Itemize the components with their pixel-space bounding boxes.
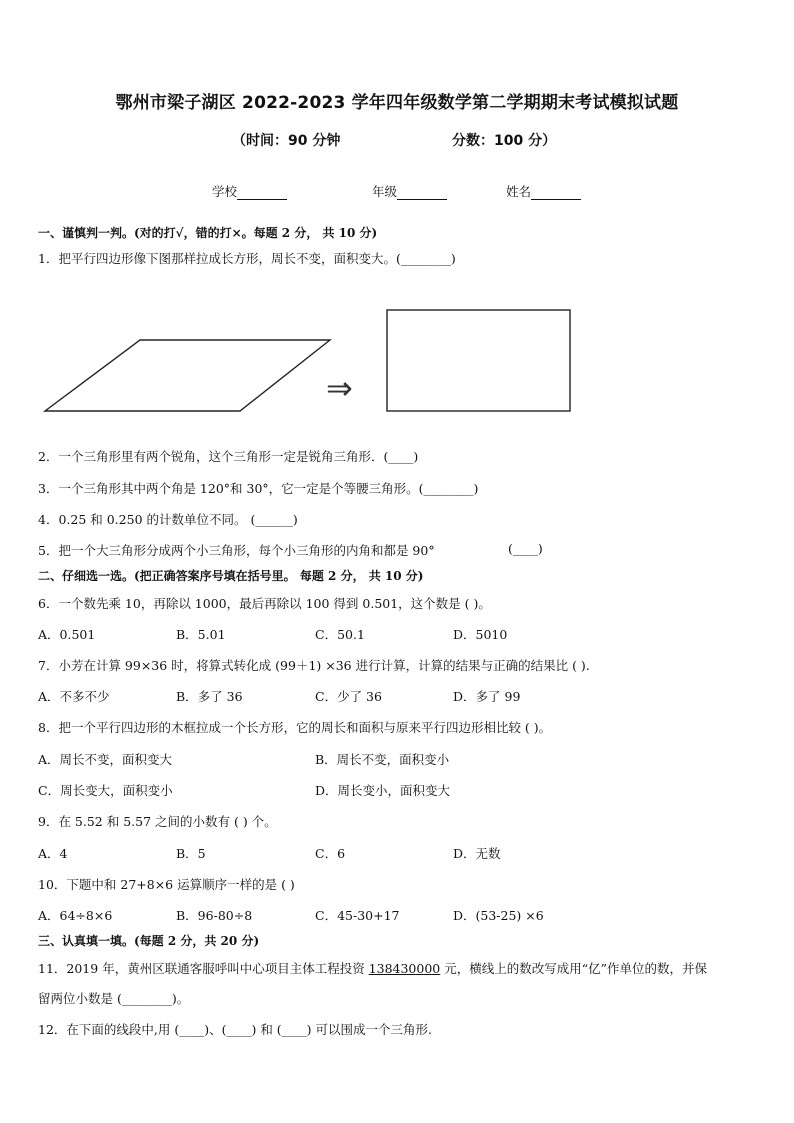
school-field[interactable] <box>212 182 287 200</box>
question-11-text-end: 元，横线上的数改写成用“亿”作单位的数，并保 <box>440 961 708 976</box>
question-10: 10．下题中和 27+8×6 运算顺序一样的是 ( ) <box>38 877 295 892</box>
name-field[interactable] <box>506 182 581 200</box>
section2-heading: 二、仔细选一选。(把正确答案序号填在括号里。 每题 2 分， 共 10 分) <box>38 569 424 583</box>
question-1: 1．把平行四边形像下图那样拉成长方形，周长不变，面积变大。(________) <box>38 251 456 266</box>
q6-option-b[interactable]: B．5.01 <box>176 627 226 642</box>
school-blank[interactable] <box>237 186 287 200</box>
q8-option-c[interactable]: C．周长变大，面积变小 <box>38 783 173 798</box>
name-blank[interactable] <box>531 186 581 200</box>
question-11 <box>38 959 707 977</box>
name-label: 姓名 <box>506 184 532 199</box>
question-11-underlined-number: 138430000 <box>368 961 441 976</box>
figure-parallelogram-to-rectangle <box>40 305 580 417</box>
q8-option-b[interactable]: B．周长不变，面积变小 <box>315 752 450 767</box>
q9-option-d[interactable]: D．无数 <box>453 846 501 861</box>
q10-option-d[interactable]: D．(53-25) ×6 <box>453 908 544 923</box>
q6-option-c[interactable]: C．50.1 <box>315 627 365 642</box>
grade-field[interactable] <box>372 182 447 200</box>
question-11-text-start: 11．2019 年，黄州区联通客服呼叫中心项目主体工程投资 <box>38 961 369 976</box>
exam-time: （时间：90 分钟 <box>232 133 341 149</box>
exam-score: 分数：100 分） <box>452 133 557 149</box>
q9-option-a[interactable]: A．4 <box>38 846 68 861</box>
q10-option-b[interactable]: B．96-80÷8 <box>176 908 253 923</box>
rectangle-shape <box>387 310 570 411</box>
school-label: 学校 <box>212 184 238 199</box>
question-5-blank[interactable]: (____) <box>508 541 543 556</box>
q9-option-c[interactable]: C．6 <box>315 846 346 861</box>
question-2: 2．一个三角形里有两个锐角，这个三角形一定是锐角三角形．(____) <box>38 449 419 464</box>
section3-heading: 三、认真填一填。(每题 2 分，共 20 分) <box>38 934 260 948</box>
question-3: 3．一个三角形其中两个角是 120°和 30°，它一定是个等腰三角形。(________) <box>38 481 479 496</box>
question-9: 9．在 5.52 和 5.57 之间的小数有 ( ) 个。 <box>38 814 277 829</box>
question-6: 6．一个数先乘 10，再除以 1000，最后再除以 100 得到 0.501，这个数是 ( )。 <box>38 596 491 611</box>
parallelogram-shape <box>45 340 330 411</box>
q7-option-d[interactable]: D．多了 99 <box>453 689 521 704</box>
q8-option-d[interactable]: D．周长变小，面积变大 <box>315 783 451 798</box>
question-12: 12．在下面的线段中,用 (____)、(____) 和 (____) 可以围成一个三角形. <box>38 1022 433 1037</box>
q6-option-d[interactable]: D．5010 <box>453 627 508 642</box>
q7-option-a[interactable]: A．不多不少 <box>38 689 110 704</box>
section1-heading: 一、谨慎判一判。(对的打√，错的打×。每题 2 分， 共 10 分) <box>38 226 378 240</box>
q6-option-a[interactable]: A．0.501 <box>38 627 96 642</box>
question-4: 4．0.25 和 0.250 的计数单位不同。 (______) <box>38 512 298 527</box>
arrow-icon: ⇒ <box>326 369 353 407</box>
q10-option-c[interactable]: C．45-30+17 <box>315 908 400 923</box>
q10-option-a[interactable]: A．64÷8×6 <box>38 908 113 923</box>
q7-option-c[interactable]: C．少了 36 <box>315 689 382 704</box>
question-8: 8．把一个平行四边形的木框拉成一个长方形，它的周长和面积与原来平行四边形相比较 ( )。 <box>38 720 552 735</box>
question-7: 7．小芳在计算 99×36 时，将算式转化成 (99＋1) ×36 进行计算，计算的结果与正确的结果比 ( ). <box>38 658 590 673</box>
grade-label: 年级 <box>372 184 398 199</box>
q7-option-b[interactable]: B．多了 36 <box>176 689 243 704</box>
q8-option-a[interactable]: A．周长不变，面积变大 <box>38 752 173 767</box>
question-5: 5．把一个大三角形分成两个小三角形，每个小三角形的内角和都是 90° <box>38 543 435 558</box>
page-title: 鄂州市梁子湖区 2022-2023 学年四年级数学第二学期期末考试模拟试题 <box>115 93 679 113</box>
question-11-line2: 留两位小数是 (________)。 <box>38 991 190 1006</box>
grade-blank[interactable] <box>397 186 447 200</box>
q9-option-b[interactable]: B．5 <box>176 846 206 861</box>
